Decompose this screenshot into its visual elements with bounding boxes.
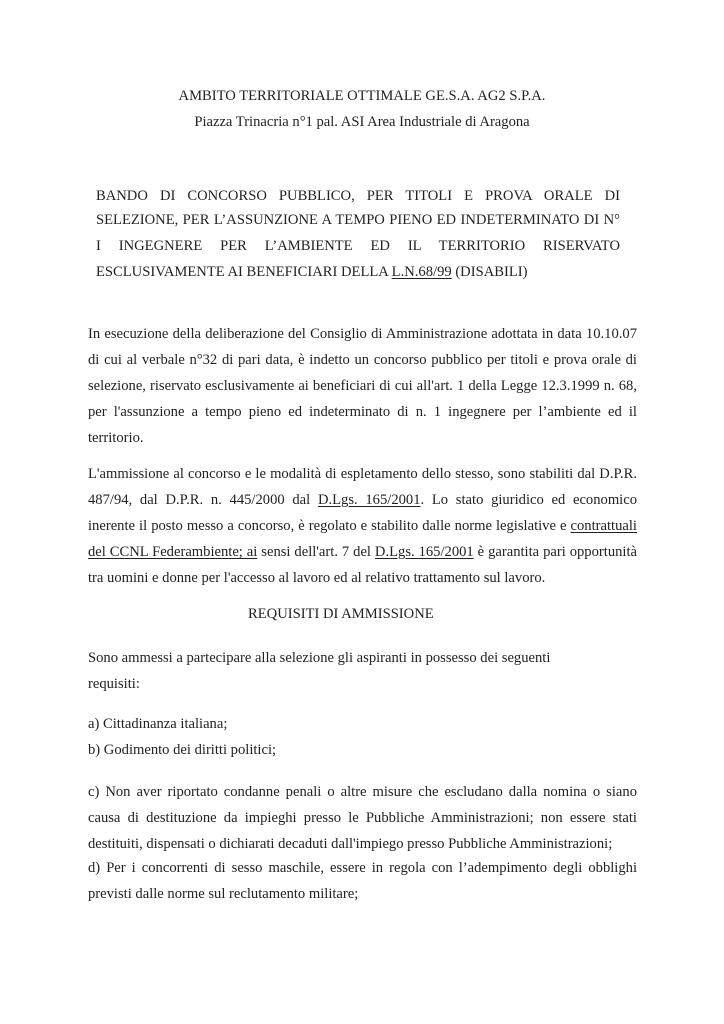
law-reference-link: L.N.68/99: [391, 264, 452, 280]
underlined-ccnl: del CCNL Federambiente; ai: [88, 544, 258, 560]
requirement-b: b) Godimento dei diritti politici;: [88, 742, 277, 758]
law-reference-dlgs: D.Lgs. 165/2001: [317, 492, 421, 508]
underlined-contrattuali: contrattuali: [570, 518, 637, 534]
title-line-4-end: (DISABILI): [451, 264, 528, 280]
title-line-1: BANDO DI CONCORSO PUBBLICO, PER TITOLI E PROVA ORALE DI: [96, 188, 620, 204]
requirement-c-line-3: destituiti, dispensati o dichiarati decaduti dall'impiego presso Pubbliche Amministrazioni;: [88, 836, 613, 852]
para2-line-4: [88, 544, 637, 561]
company-address: Piazza Trinacria n°1 pal. ASI Area Industriale di Aragona: [194, 114, 530, 130]
para2-line-4-end: è garantita pari opportunità: [473, 544, 637, 560]
para1-line-5: territorio.: [88, 430, 144, 446]
requirement-c-line-2: causa di destituzione da impieghi presso le Pubbliche Amministrazioni; non essere stati: [88, 810, 637, 826]
para2-line-1: L'ammissione al concorso e le modalità di espletamento dello stesso, sono stabiliti dal D.P.R.: [88, 466, 637, 482]
para2-line-2-end: . Lo stato giuridico ed economico: [420, 492, 638, 508]
para1-line-1: In esecuzione della deliberazione del Consiglio di Amministrazione adottata in data 10.10.07: [88, 326, 637, 342]
para2-line-4-text: sensi dell'art. 7 del: [257, 544, 375, 560]
para2-line-2-text: 487/94, dal D.P.R. n. 445/2000 dal: [88, 492, 318, 508]
para2-line-3: [88, 518, 637, 535]
company-name: AMBITO TERRITORIALE OTTIMALE GE.S.A. AG2 S.P.A.: [178, 88, 546, 104]
para1-line-4: per l'assunzione a tempo pieno ed indeterminato di n. 1 ingegnere per l’ambiente ed il: [88, 404, 637, 420]
requirement-a: a) Cittadinanza italiana;: [88, 716, 228, 732]
title-line-4: [96, 264, 527, 281]
para1-line-3: selezione, riservato esclusivamente ai beneficiari di cui all'art. 1 della Legge 12.3.1999 n. 68,: [88, 378, 637, 394]
para2-line-2: [88, 492, 637, 509]
title-line-4-text: ESCLUSIVAMENTE AI BENEFICIARI DELLA: [96, 264, 392, 280]
requirement-c-line-1: c) Non aver riportato condanne penali o altre misure che escludano dalla nomina o siano: [88, 784, 637, 800]
section-title: REQUISITI DI AMMISSIONE: [248, 606, 434, 622]
law-reference-dlgs-2: D.Lgs. 165/2001: [374, 544, 474, 560]
title-line-2: SELEZIONE, PER L’ASSUNZIONE A TEMPO PIENO ED INDETERMINATO DI N°: [96, 212, 620, 228]
para2-line-5: tra uomini e donne per l'accesso al lavoro ed al relativo trattamento sul lavoro.: [88, 570, 546, 586]
para2-line-3-text: inerente il posto messo a concorso, è regolato e stabilito dalle norme legislative e: [88, 518, 571, 534]
requirement-d-line-2: previsti dalle norme sul reclutamento militare;: [88, 886, 359, 902]
requirement-d-line-1: d) Per i concorrenti di sesso maschile, essere in regola con l’adempimento degli obblighi: [88, 860, 637, 876]
para1-line-2: di cui al verbale n°32 di pari data, è indetto un concorso pubblico per titoli e prova orale di: [88, 352, 637, 368]
title-line-3: I INGEGNERE PER L’AMBIENTE ED IL TERRITORIO RISERVATO: [96, 238, 620, 254]
intro-line-2: requisiti:: [88, 676, 140, 692]
intro-line-1: Sono ammessi a partecipare alla selezione gli aspiranti in possesso dei seguenti: [88, 650, 551, 666]
